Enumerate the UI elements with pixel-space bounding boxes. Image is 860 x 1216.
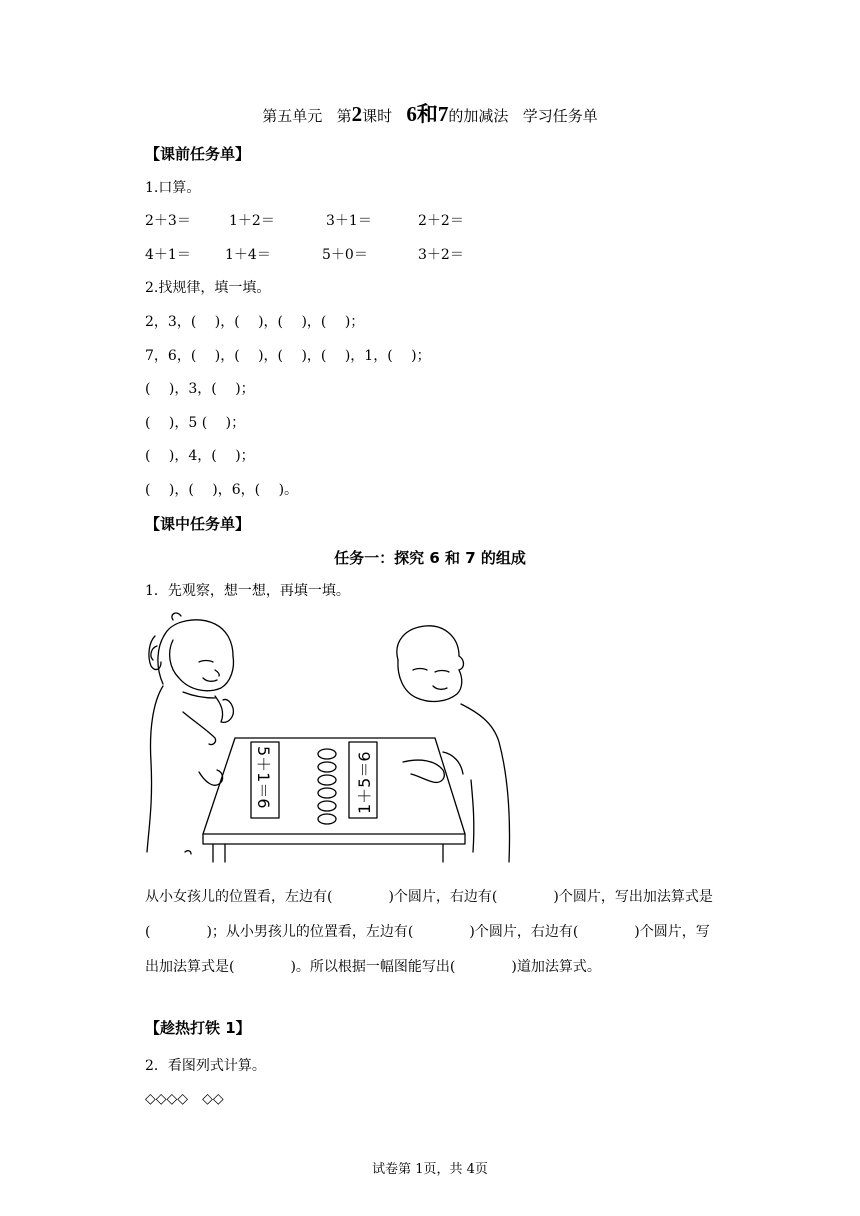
section-heading-practice: 【趁热打铁 1】 — [145, 1019, 251, 1037]
calc-item: 1＋2＝ — [229, 213, 275, 229]
sequence-line: ( )，5 ( )； — [145, 415, 246, 431]
page-title: 第五单元 第2课时 6和7的加减法 学习任务单 — [262, 102, 598, 126]
practice-question-label: 2．看图列式计算。 — [145, 1058, 266, 1074]
question-1-label: 1.口算。 — [145, 180, 201, 196]
sequence-line: 7，6，( )，( )，( )，( )，1，( )； — [145, 348, 431, 364]
counter-discs — [318, 749, 336, 824]
sequence-line: ( )，( )，6，( )。 — [145, 482, 299, 498]
calc-item: 2＋2＝ — [418, 213, 464, 229]
calc-item: 5＋0＝ — [322, 247, 368, 263]
calc-item: 3＋2＝ — [418, 247, 464, 263]
sequence-line: ( )，4，( )； — [145, 448, 255, 464]
girl-figure — [147, 613, 234, 854]
question-2-label: 2.找规律，填一填。 — [145, 280, 271, 296]
task-1-title: 任务一：探究 6 和 7 的组成 — [334, 549, 526, 567]
calc-item: 2＋3＝ — [145, 213, 191, 229]
section-heading-in-task: 【课中任务单】 — [145, 515, 251, 533]
right-card-text: 1＋5＝6 — [355, 751, 374, 814]
sequence-line: ( )，3，( )； — [145, 381, 255, 397]
calc-item: 3＋1＝ — [326, 213, 372, 229]
page-footer: 试卷第 1页，共 4页 — [372, 1162, 488, 1177]
sequence-line: 2，3，( )，( )，( )，( )； — [145, 314, 365, 330]
boy-figure — [397, 626, 510, 862]
children-table-illustration — [143, 612, 523, 864]
calc-item: 1＋4＝ — [225, 247, 271, 263]
diamond-shapes: ◇◇◇◇ ◇◇ — [145, 1091, 224, 1107]
left-card-text: 5＋1＝6 — [254, 746, 273, 809]
section-heading-pre-task: 【课前任务单】 — [145, 145, 251, 163]
task-1-question-label: 1．先观察，想一想，再填一填。 — [145, 583, 350, 599]
fill-in-paragraph: 从小女孩儿的位置看，左边有( )个圆片，右边有( )个圆片，写出加法算式是( )；从小男孩儿的位置看，左边有( )个圆片，右边有( )个圆片，写出加法算式是( )。所以根据一幅图能写出( )道加法算式。 — [145, 889, 713, 975]
calc-item: 4＋1＝ — [145, 247, 191, 263]
